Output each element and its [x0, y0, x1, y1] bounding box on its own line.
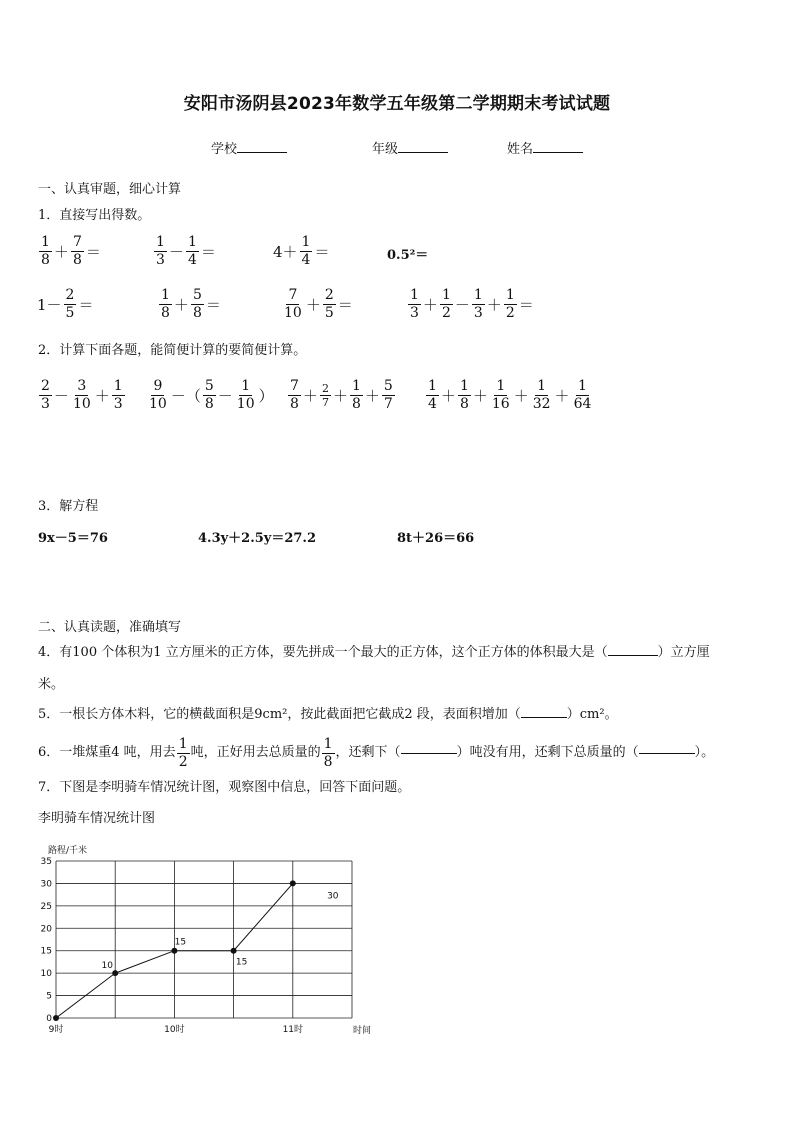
fraction-denominator: 8 — [192, 305, 202, 321]
y-tick-label: 30 — [40, 879, 52, 890]
operator: ＋ — [173, 296, 189, 314]
operator: －（ — [170, 387, 201, 405]
fraction-denominator: 10 — [284, 305, 302, 321]
fraction-denominator: 10 — [149, 396, 167, 412]
q2-label: 2．计算下面各题，能简便计算的要简便计算。 — [38, 343, 307, 358]
q4-text-end: ）立方厘 — [657, 645, 710, 660]
fraction-denominator: 3 — [113, 396, 123, 412]
close-paren: ） — [258, 387, 274, 405]
q4-line-1 — [38, 645, 710, 661]
operator: ＋ — [554, 387, 570, 405]
operator: － — [53, 387, 69, 405]
data-point — [171, 948, 177, 954]
q2-expr-2 — [146, 378, 275, 413]
q4-text: 4．有100 个体积为1 立方厘米的正方体，要先拼成一个最大的正方体，这个正方体的体积最大是（ — [38, 645, 608, 660]
x-tick-label: 10时 — [164, 1025, 185, 1035]
fraction-numerator: 1 — [241, 378, 251, 394]
y-axis-label: 路程/千米 — [48, 846, 88, 856]
fraction-denominator: 2 — [178, 753, 188, 770]
fraction-numerator: 1 — [301, 234, 311, 250]
q4-line-2: 米。 — [38, 677, 65, 692]
q6-answer-blank-1[interactable] — [401, 753, 457, 754]
fraction-numerator: 9 — [153, 378, 163, 394]
operator: ＋ — [440, 387, 456, 405]
q1-expr-8 — [407, 287, 535, 322]
q4-answer-blank[interactable] — [608, 655, 658, 656]
operator: － — [168, 243, 184, 261]
equals: ＝ — [314, 243, 330, 261]
fraction-numerator: 1 — [505, 287, 515, 303]
fraction-numerator: 2 — [65, 287, 75, 303]
equals: ＝ — [205, 296, 221, 314]
data-label: 15 — [174, 937, 187, 948]
q6-text-d: ）吨没有用，还剩下总质量的（ — [456, 745, 639, 760]
data-point — [290, 880, 296, 886]
fraction-numerator: 2 — [324, 287, 334, 303]
fraction-denominator: 4 — [301, 252, 311, 268]
fraction-numerator: 5 — [204, 378, 214, 394]
operator: ＋ — [94, 387, 110, 405]
q6-text-c: ，还剩下（ — [335, 745, 401, 760]
line-chart — [40, 838, 390, 1043]
q1-expr-3 — [272, 234, 330, 269]
y-tick-label: 10 — [40, 969, 52, 980]
school-field[interactable] — [211, 142, 287, 158]
chart-grid — [56, 861, 352, 1018]
fraction-numerator: 1 — [428, 378, 437, 394]
fraction-denominator: 3 — [410, 305, 419, 321]
fraction-denominator: 7 — [321, 396, 329, 409]
q2-expr-3 — [287, 378, 396, 413]
operator: ＋ — [513, 387, 529, 405]
q6 — [38, 735, 714, 771]
operator: ＋ — [302, 387, 318, 405]
fraction-numerator: 1 — [441, 287, 451, 303]
fraction-numerator: 1 — [578, 378, 587, 394]
q6-answer-blank-2[interactable] — [639, 753, 695, 754]
fraction-denominator: 8 — [72, 252, 82, 268]
fraction-numerator: 5 — [192, 287, 202, 303]
q1-expr-4: 0.5²＝ — [387, 248, 429, 263]
operator: － — [454, 296, 470, 314]
fraction-numerator: 1 — [351, 378, 361, 394]
equation-1: 9x－5＝76 — [38, 531, 108, 546]
equals: ＝ — [78, 296, 94, 314]
operator: － — [217, 387, 233, 405]
q2-expr-1 — [38, 378, 126, 413]
fraction-denominator: 3 — [156, 252, 165, 268]
operator: ＋ — [364, 387, 380, 405]
y-tick-label: 0 — [46, 1014, 52, 1024]
fraction-numerator: 1 — [187, 234, 197, 250]
q5-text: 5．一根长方体木料，它的横截面积是9cm²，按此截面把它截成2 段，表面积增加（ — [38, 707, 521, 722]
q6-text-a: 6．一堆煤重4 吨，用去 — [38, 745, 176, 760]
operator: ＋ — [486, 296, 502, 314]
fraction-denominator: 5 — [324, 305, 334, 321]
equation-2: 4.3y＋2.5y＝27.2 — [198, 531, 317, 546]
fraction-denominator: 2 — [441, 305, 451, 321]
grade-field[interactable] — [372, 142, 448, 158]
data-point — [231, 948, 237, 954]
y-tick-label: 25 — [40, 901, 52, 912]
section1-heading: 一、认真审题，细心计算 — [38, 182, 182, 197]
chart-title: 李明骑车情况统计图 — [38, 811, 156, 826]
q5 — [38, 707, 618, 723]
operator: ＋ — [305, 296, 321, 314]
fraction-denominator: 10 — [236, 396, 255, 412]
equation-3: 8t＋26＝66 — [397, 531, 475, 546]
q1-expr-1 — [38, 234, 102, 269]
fraction-denominator: 8 — [290, 396, 299, 412]
fraction-denominator: 4 — [428, 396, 437, 412]
equals: ＝ — [200, 243, 216, 261]
fraction-numerator: 1 — [459, 378, 469, 394]
name-blank[interactable] — [533, 152, 583, 153]
school-blank[interactable] — [237, 152, 287, 153]
fraction-denominator: 16 — [491, 396, 510, 412]
x-tick-label: 11时 — [282, 1025, 304, 1035]
x-axis-label: 时间 — [353, 1026, 372, 1036]
q5-answer-blank[interactable] — [521, 717, 567, 718]
fraction-denominator: 3 — [41, 396, 50, 412]
fraction-denominator: 8 — [204, 396, 214, 412]
y-axis-ticks — [41, 857, 53, 1024]
q1-expr-7 — [281, 287, 354, 322]
fraction-numerator: 1 — [156, 234, 165, 250]
fraction-numerator: 5 — [383, 378, 393, 394]
expr-prefix: 4＋ — [273, 243, 298, 261]
equals: ＝ — [85, 243, 101, 261]
fraction-numerator: 7 — [72, 234, 82, 250]
q7-label: 7．下图是李明骑车情况统计图，观察图中信息，回答下面问题。 — [38, 780, 411, 795]
fraction-numerator: 1 — [178, 735, 188, 752]
fraction-numerator: 1 — [41, 234, 50, 250]
q6-text-b: 吨，正好用去总质量的 — [190, 745, 321, 760]
y-tick-label: 35 — [40, 857, 52, 867]
operator: ＋ — [472, 387, 488, 405]
data-point — [53, 1015, 59, 1021]
q5-text-end: ）cm²。 — [566, 707, 618, 722]
fraction-numerator: 1 — [473, 287, 483, 303]
fraction-numerator: 1 — [496, 378, 506, 394]
fraction-numerator: 1 — [323, 735, 333, 752]
equals: ＝ — [337, 296, 353, 314]
grade-blank[interactable] — [398, 152, 448, 153]
fraction-numerator: 7 — [290, 378, 299, 394]
fraction-denominator: 8 — [459, 396, 469, 412]
fraction-denominator: 8 — [41, 252, 50, 268]
fraction-denominator: 32 — [532, 396, 551, 412]
q1-expr-2 — [153, 234, 217, 269]
x-axis-ticks — [49, 1023, 303, 1035]
fraction-denominator: 3 — [473, 305, 483, 321]
q1-expr-5 — [36, 287, 94, 322]
fraction-numerator: 1 — [410, 287, 419, 303]
fraction-denominator: 64 — [573, 396, 592, 412]
y-tick-label: 15 — [40, 946, 52, 957]
fraction-denominator: 10 — [72, 396, 91, 412]
expr-prefix: 1－ — [37, 296, 62, 314]
y-tick-label: 20 — [40, 924, 52, 935]
fraction-denominator: 8 — [323, 753, 333, 770]
fraction-numerator: 2 — [41, 378, 50, 394]
q1-expr-6 — [158, 287, 222, 322]
fraction-denominator: 2 — [505, 305, 515, 321]
school-label: 学校 — [211, 142, 238, 157]
fraction-denominator: 7 — [383, 396, 393, 412]
fraction-numerator: 7 — [288, 287, 298, 303]
fraction-numerator: 2 — [321, 382, 329, 395]
fraction-numerator: 1 — [113, 378, 123, 394]
operator: ＋ — [422, 296, 438, 314]
q6-text-e: ）。 — [694, 745, 715, 760]
q2-expr-4 — [425, 378, 594, 413]
fraction-numerator: 1 — [537, 378, 547, 394]
name-field[interactable] — [507, 142, 583, 158]
fraction-denominator: 8 — [351, 396, 361, 412]
data-label: 30 — [327, 891, 339, 902]
page-title: 安阳市汤阴县2023年数学五年级第二学期期末考试试题 — [183, 94, 611, 114]
fraction-denominator: 5 — [65, 305, 75, 321]
operator: ＋ — [53, 243, 69, 261]
fraction-numerator: 1 — [161, 287, 170, 303]
fraction-denominator: 8 — [161, 305, 170, 321]
q1-label: 1．直接写出得数。 — [38, 208, 151, 223]
equals: ＝ — [518, 296, 534, 314]
fraction-denominator: 4 — [187, 252, 197, 268]
fraction-numerator: 3 — [77, 378, 87, 394]
data-label: 10 — [101, 961, 113, 972]
name-label: 姓名 — [507, 142, 534, 157]
section2-heading: 二、认真读题，准确填写 — [38, 620, 182, 635]
data-label: 15 — [235, 957, 248, 968]
operator: ＋ — [332, 387, 348, 405]
grade-label: 年级 — [372, 142, 399, 157]
x-tick-label: 9时 — [48, 1025, 64, 1035]
y-tick-label: 5 — [46, 991, 52, 1002]
data-point — [112, 970, 118, 976]
q3-label: 3．解方程 — [38, 499, 99, 514]
